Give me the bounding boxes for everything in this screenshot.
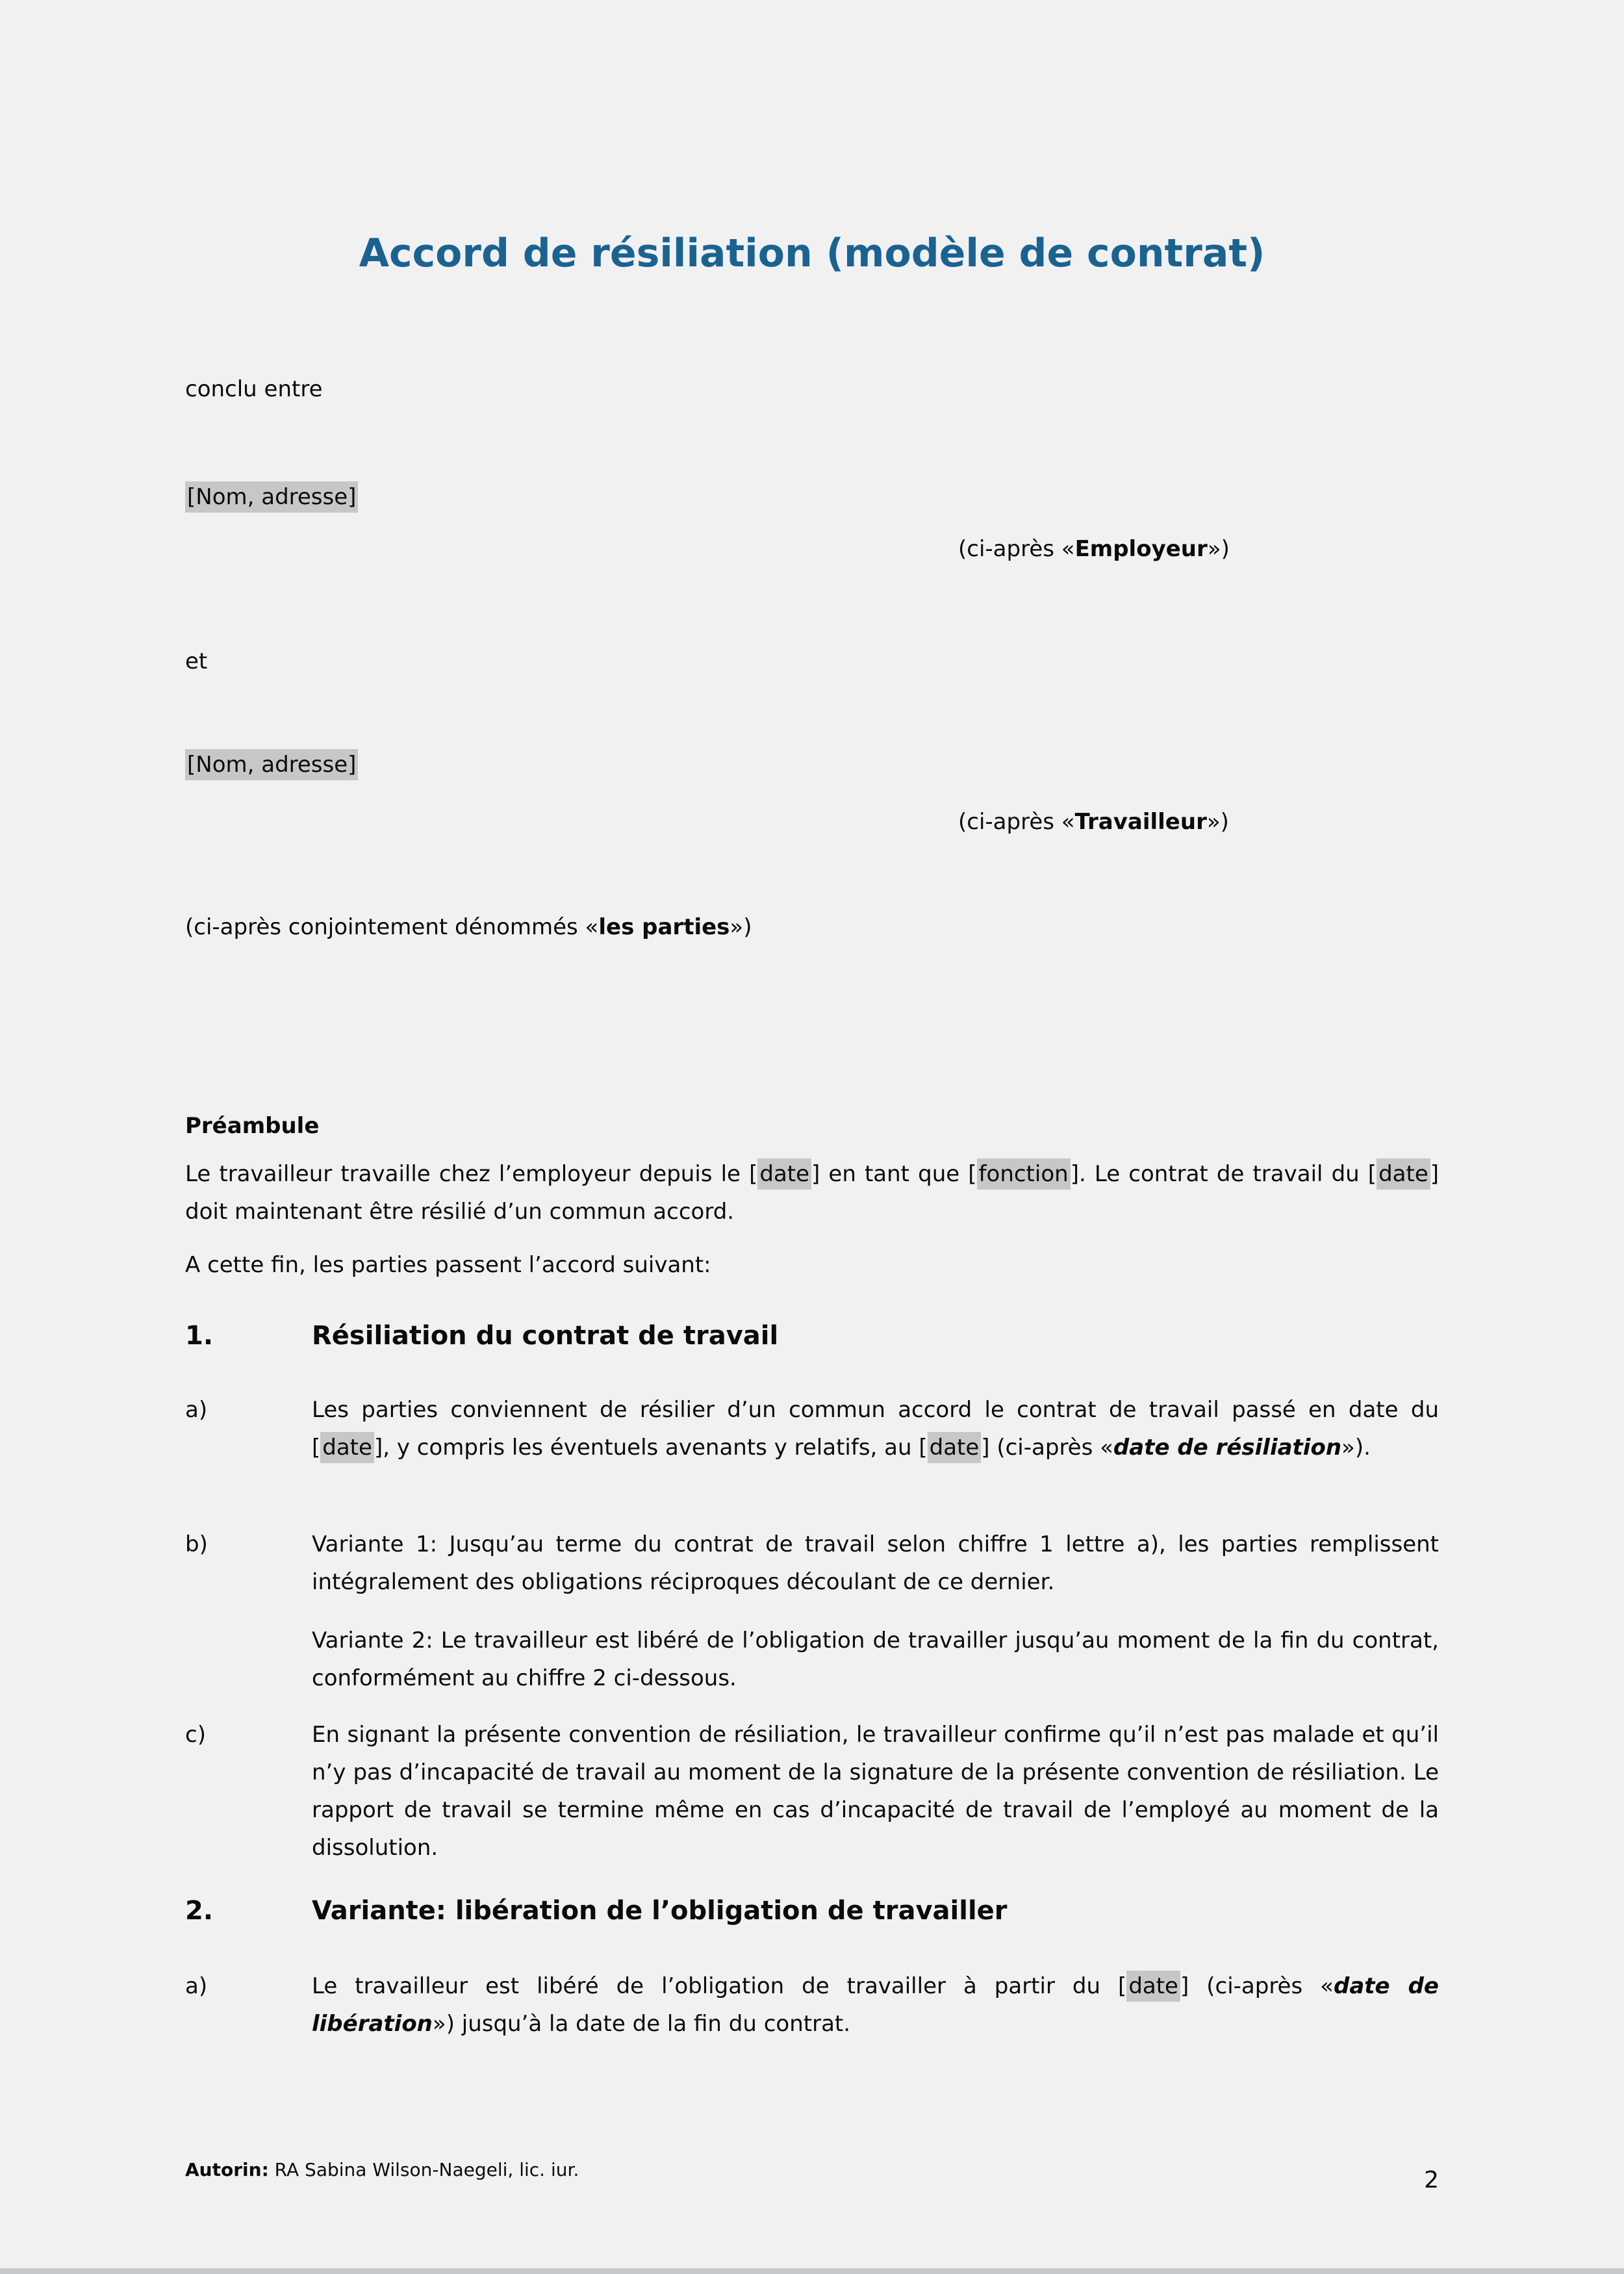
text-segment: RA Sabina Wilson-Naegeli, lic. iur. bbox=[268, 2159, 579, 2180]
section-2-item-a bbox=[185, 1967, 1439, 2043]
document-title: Accord de résiliation (modèle de contrat) bbox=[359, 231, 1265, 276]
text-segment: (ci-après « bbox=[958, 536, 1075, 562]
section-1-heading bbox=[185, 1319, 1439, 1353]
preamble-paragraph bbox=[185, 1155, 1439, 1231]
placeholder-field[interactable]: date bbox=[1126, 1971, 1180, 2002]
item-paragraph bbox=[312, 1967, 1439, 2043]
item-label-2a: a) bbox=[185, 1973, 208, 1999]
section-1-item-b bbox=[185, 1526, 1439, 1697]
placeholder-field-name-address-1[interactable]: [Nom, adresse] bbox=[185, 481, 358, 513]
text-segment: En signant la présente convention de résiliation, le travailleur confirme qu’il n’est pas malade et qu’il n’y pas d’incapacité de travail au moment de la signature de la présente convention de résiliation. Le rapport de travail se termine même en cas d’incapacité de travail de l’employé au moment de la dissolution. bbox=[312, 1722, 1439, 1861]
section-2-title: Variante: libération de l’obligation de travailler bbox=[312, 1896, 1008, 1926]
text-segment: Les parties conviennent de résilier d’un commun accord le contrat de travail passé en date du [ bbox=[312, 1397, 1439, 1461]
text-segment: date de résiliation bbox=[1113, 1435, 1342, 1461]
section-1-title: Résiliation du contrat de travail bbox=[312, 1321, 779, 1351]
placeholder-field[interactable]: date bbox=[320, 1432, 374, 1463]
item-paragraph bbox=[312, 1391, 1439, 1466]
section-1-number: 1. bbox=[185, 1321, 214, 1351]
text-segment: Employeur bbox=[1074, 536, 1208, 562]
text-segment: »). bbox=[1341, 1435, 1371, 1461]
party1-name-line bbox=[185, 478, 1439, 516]
party2-alias-travailleur bbox=[958, 803, 1439, 841]
text-segment: ] doit maintenant être résilié d’un commun accord. bbox=[185, 1161, 1440, 1225]
section-2-heading bbox=[185, 1894, 1439, 1928]
preamble-heading: Préambule bbox=[185, 1113, 320, 1139]
placeholder-field-name-address-2[interactable]: [Nom, adresse] bbox=[185, 749, 358, 780]
placeholder-field[interactable]: date bbox=[757, 1158, 811, 1190]
text-segment: ] en tant que [ bbox=[811, 1161, 977, 1187]
item-body-1b bbox=[312, 1526, 1439, 1697]
text-segment: ] (ci-après « bbox=[981, 1435, 1113, 1461]
text-segment: (ci-après conjointement dénommés « bbox=[185, 914, 599, 940]
page-bottom-edge bbox=[0, 2268, 1624, 2274]
item-body-1c bbox=[312, 1716, 1439, 1867]
text-segment: Travailleur bbox=[1074, 809, 1207, 835]
text-segment: (ci-après « bbox=[958, 809, 1075, 835]
intro-et: et bbox=[185, 648, 208, 674]
item-paragraph-variante-2 bbox=[312, 1622, 1439, 1697]
party1-alias-employeur bbox=[958, 530, 1439, 568]
text-segment: Variante 2: Le travailleur est libéré de l’obligation de travailler jusqu’au moment de la fin du contrat, conformément au chiffre 2 ci-dessous. bbox=[312, 1628, 1439, 1691]
item-body-1a bbox=[312, 1391, 1439, 1466]
text-segment: Le travailleur est libéré de l’obligation de travailler à partir du [ bbox=[312, 1973, 1127, 1999]
text-segment: les parties bbox=[598, 914, 730, 940]
item-label-b: b) bbox=[185, 1531, 208, 1557]
text-segment: date de libération bbox=[312, 1973, 1439, 2037]
text-segment: Autorin: bbox=[185, 2159, 269, 2180]
text-segment: ») bbox=[730, 914, 752, 940]
text-segment: ») jusqu’à la date de la fin du contrat. bbox=[432, 2011, 851, 2037]
preamble-closing-line: A cette fin, les parties passent l’accord suivant: bbox=[185, 1252, 711, 1278]
item-label-a: a) bbox=[185, 1397, 208, 1423]
placeholder-field[interactable]: fonction bbox=[977, 1158, 1071, 1190]
section-2-number: 2. bbox=[185, 1896, 214, 1926]
text-segment: ») bbox=[1206, 809, 1229, 835]
text-segment: ]. Le contrat de travail du [ bbox=[1070, 1161, 1377, 1187]
section-1-item-a bbox=[185, 1391, 1439, 1466]
item-paragraph bbox=[312, 1716, 1439, 1867]
item-body-2a bbox=[312, 1967, 1439, 2043]
placeholder-field[interactable]: date bbox=[928, 1432, 982, 1463]
placeholder-field[interactable]: date bbox=[1377, 1158, 1430, 1190]
text-segment: Le travailleur travaille chez l’employeur depuis le [ bbox=[185, 1161, 758, 1187]
page-number: 2 bbox=[1424, 2167, 1439, 2193]
text-segment: ] (ci-après « bbox=[1180, 1973, 1334, 1999]
footer-author-line bbox=[185, 2157, 1160, 2183]
intro-conclu-entre: conclu entre bbox=[185, 376, 323, 402]
parties-joint-designation bbox=[185, 908, 1439, 946]
text-segment: Variante 1: Jusqu’au terme du contrat de travail selon chiffre 1 lettre a), les parties remplissent intégralement des obligations réciproques découlant de ce dernier. bbox=[312, 1531, 1439, 1595]
text-segment: ») bbox=[1207, 536, 1230, 562]
section-1-item-c bbox=[185, 1716, 1439, 1867]
party2-name-line bbox=[185, 746, 1439, 784]
text-segment: ], y compris les éventuels avenants y relatifs, au [ bbox=[374, 1435, 928, 1461]
item-paragraph-variante-1 bbox=[312, 1526, 1439, 1601]
item-label-c: c) bbox=[185, 1722, 206, 1748]
